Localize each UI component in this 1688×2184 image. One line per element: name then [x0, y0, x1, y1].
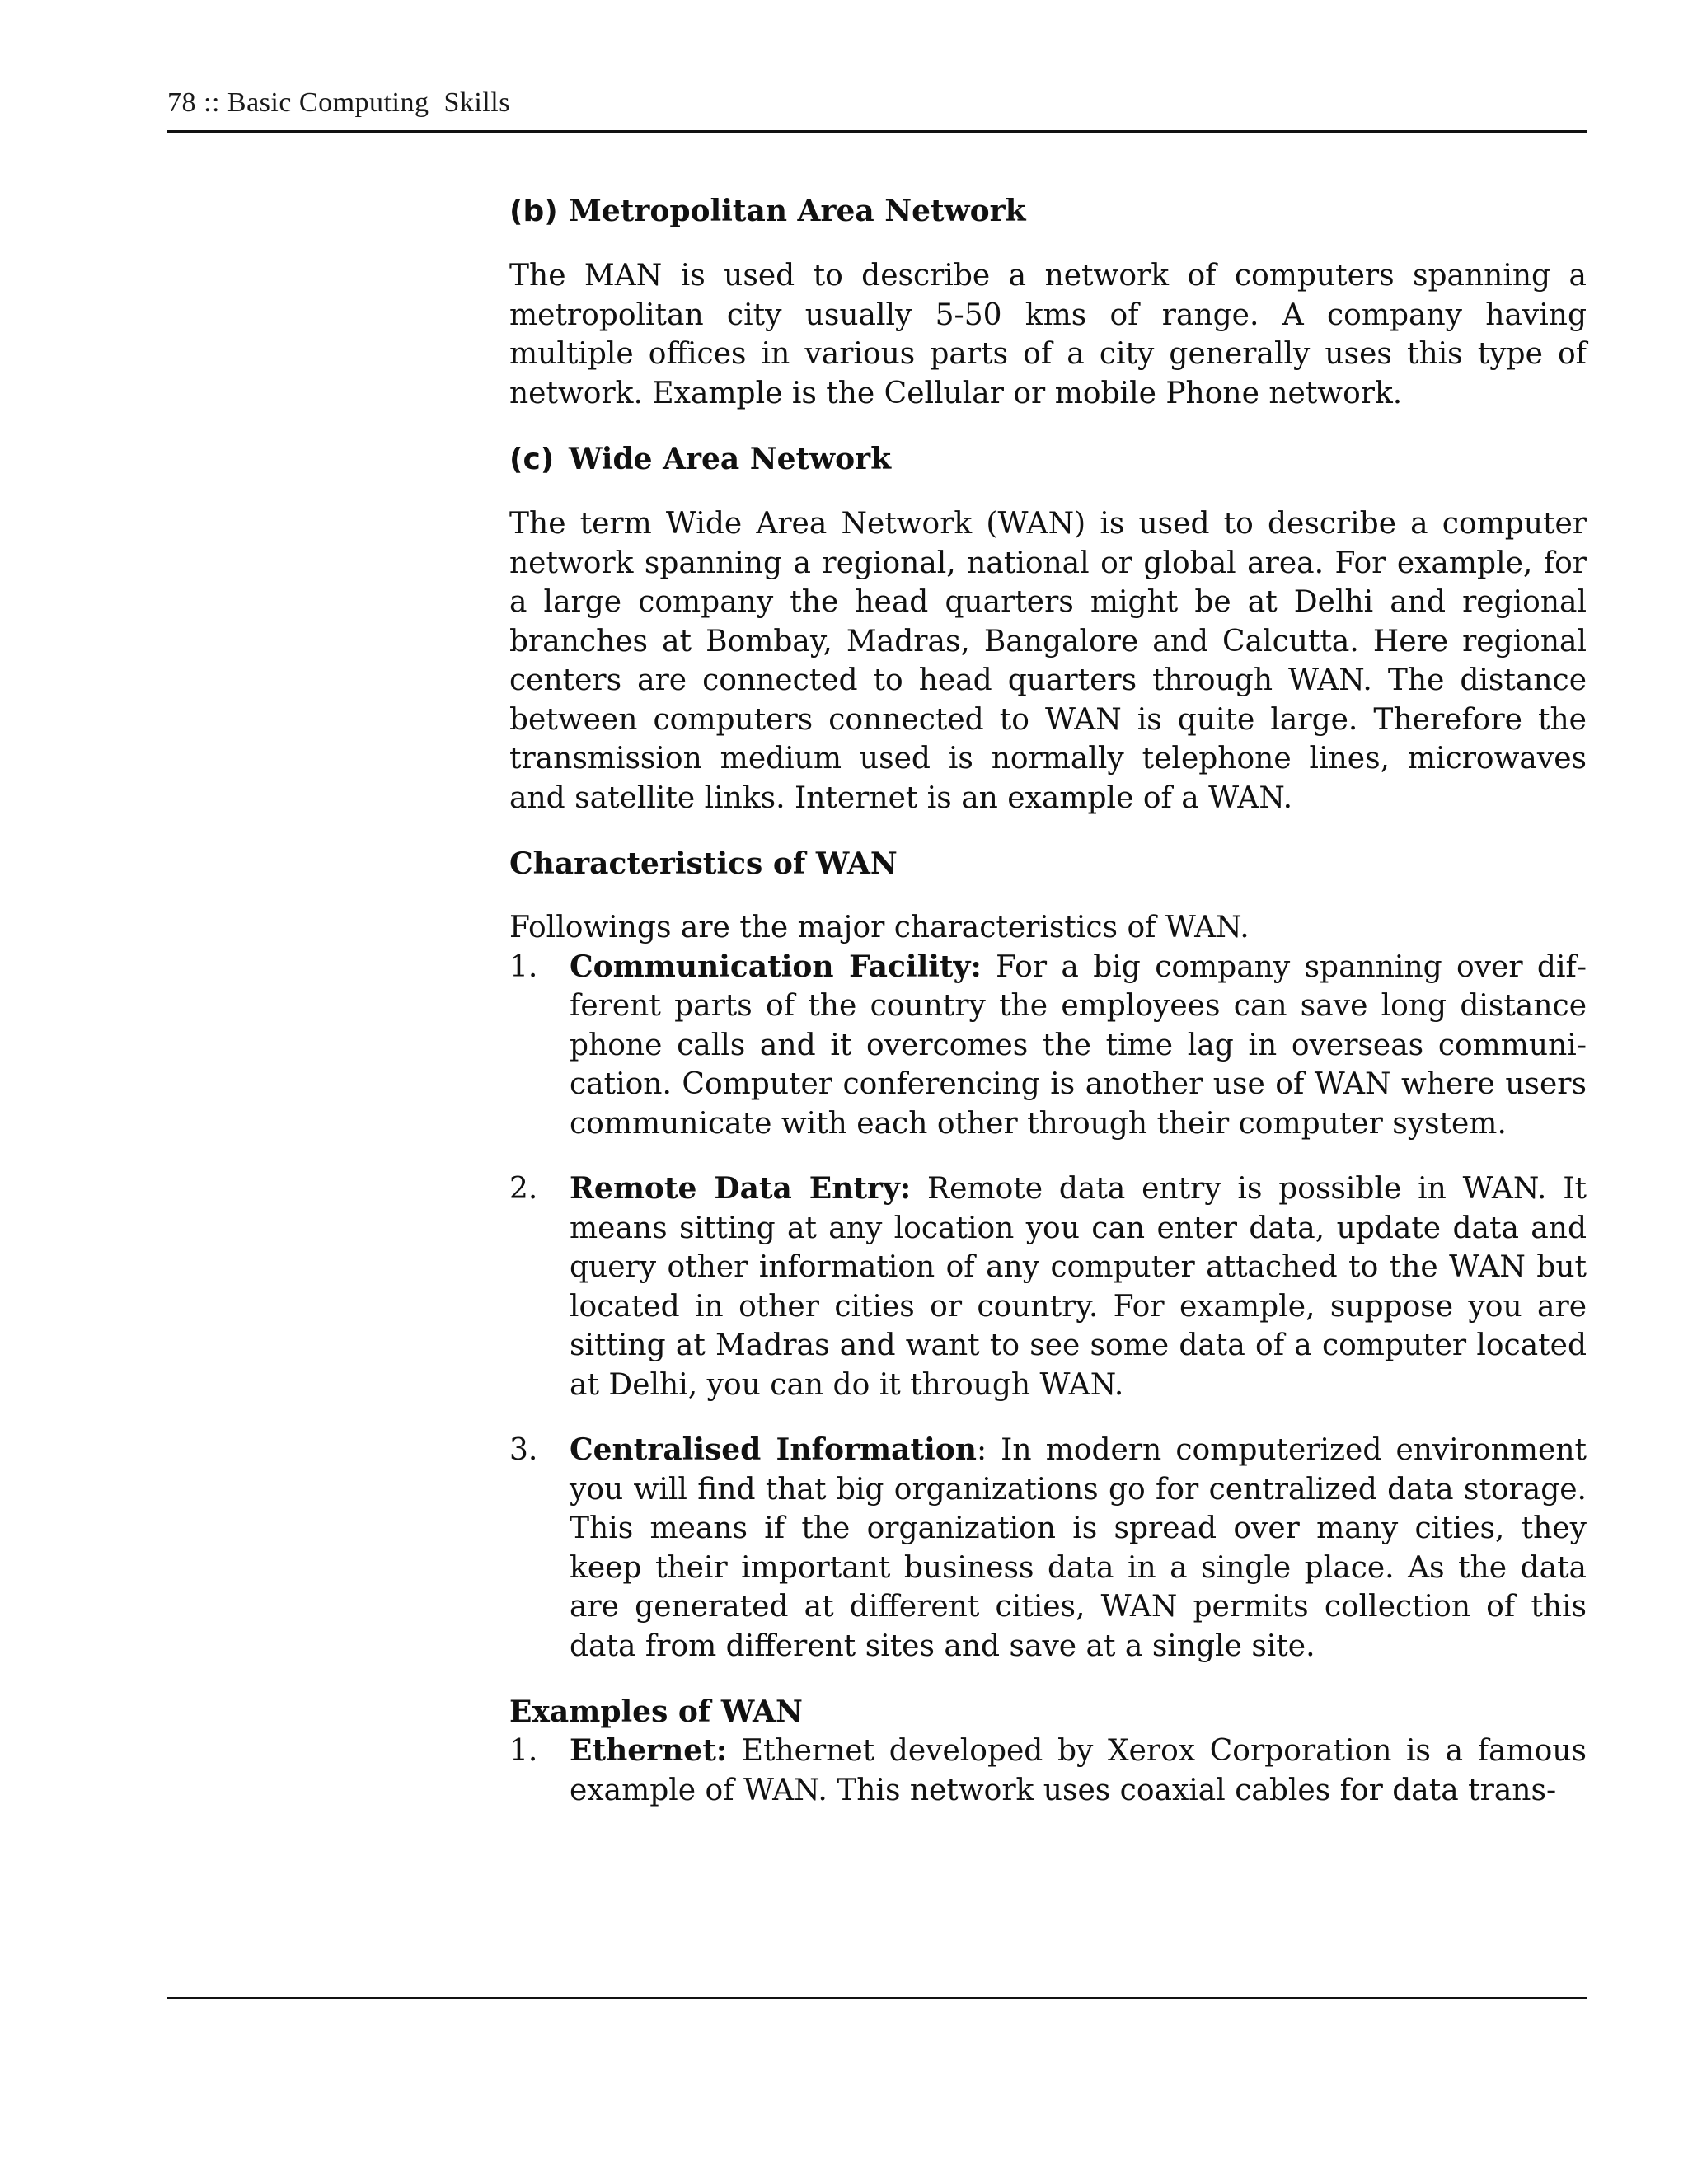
list-item-number: 2.: [509, 1172, 538, 1206]
list-item-text: Ethernet developed by Xerox Corporation is a famous example of WAN. This network uses coaxial cables for data trans-: [570, 1734, 1587, 1807]
list-item-term: Communication Facility:: [570, 949, 982, 984]
list-item: [509, 948, 1587, 1144]
list-item-term: Ethernet:: [570, 1733, 728, 1768]
header-rule: [167, 130, 1587, 133]
list-item-text: Remote data entry is possible in WAN. It means sitting at any location you can enter data, update data and query other information of any computer attached to the WAN but located in other cities or country. For example, suppose you are sitting at Madras and want to see some data of a computer located at Delhi, you can do it through WAN.: [570, 1172, 1587, 1402]
examples-heading: Examples of WAN: [509, 1694, 803, 1729]
characteristics-intro: Followings are the major characteristics of WAN.: [509, 911, 1250, 944]
footer-rule: [167, 1997, 1587, 1999]
man-paragraph: The MAN is used to describe a network of computers spanning a metropolitan city usually 5-50 kms of range. A company having multiple offices in various parts of a city generally uses this type of network. Example is the Cellular or mobile Phone network.: [509, 259, 1587, 410]
section-heading-man: [509, 191, 1587, 232]
page-content: [509, 191, 1587, 1810]
wan-paragraph: The term Wide Area Network (WAN) is used to describe a computer network spanning a regional, national or global area. For example, for a large company the head quarters might be at Delhi and regional branches at Bombay, Madras, Bangalore and Calcutta. Here regional centers are connected to head quarters through WAN. The distance between computers connected to WAN is quite large. Therefore the transmission medium used is normally telephone lines, microwaves and satellite links. Internet is an example of a WAN.: [509, 507, 1587, 815]
section-label: (b): [509, 194, 558, 228]
characteristics-heading: Characteristics of WAN: [509, 846, 898, 881]
list-item-number: 1.: [509, 1734, 538, 1768]
list-item-text: : In modern computerized environment you will find that big organizations go for centralized data storage. This means if the organization is spread over many cities, they keep their important business data in a single place. As the data are generated at different cities, WAN permits collection of this data from different sites and save at a single site.: [570, 1433, 1587, 1663]
list-item-term: Centralised Information: [570, 1432, 977, 1467]
list-item: [509, 1732, 1587, 1810]
examples-list: [509, 1732, 1587, 1810]
list-item-term: Remote Data Entry:: [570, 1171, 912, 1206]
section-title: Wide Area Network: [569, 442, 892, 476]
section-heading-wan: [509, 439, 1587, 480]
list-item: [509, 1431, 1587, 1666]
running-head: 78 :: Basic Computing Skills: [167, 87, 510, 118]
list-item-number: 3.: [509, 1433, 538, 1467]
list-item-text: For a big company spanning over different parts of the country the employees can save long distance phone calls and it overcomes the time lag in overseas communication. Computer conferencing is another use of WAN where users communicate with each other through their computer system.: [570, 949, 1587, 1141]
section-title: Metropolitan Area Network: [569, 194, 1026, 228]
list-item: [509, 1169, 1587, 1404]
section-label: (c): [509, 443, 555, 476]
characteristics-list: [509, 948, 1587, 1666]
list-item-number: 1.: [509, 949, 538, 984]
